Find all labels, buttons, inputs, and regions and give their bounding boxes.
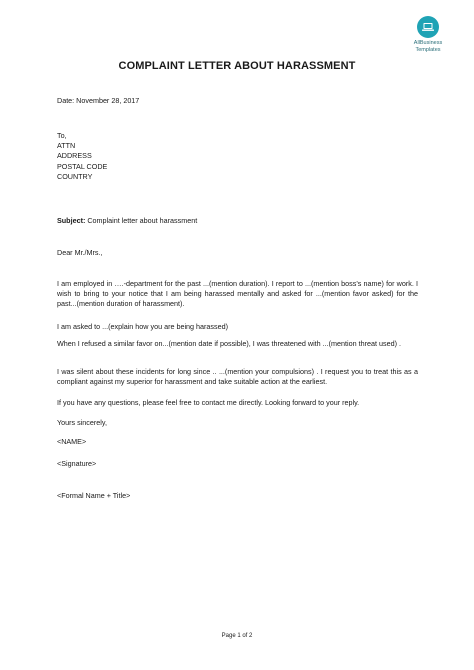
recipient-attn: ATTN	[57, 141, 76, 150]
document-title: COMPLAINT LETTER ABOUT HARASSMENT	[118, 60, 356, 72]
paragraph-threat: When I refused a similar favor on...(mention date if possible), I was threatened with ...(mention threat used) .	[57, 339, 401, 348]
paragraph-asked: I am asked to ...(explain how you are being harassed)	[57, 322, 228, 331]
recipient-to: To,	[57, 131, 67, 140]
logo-text	[406, 40, 450, 53]
paragraph-employment: I am employed in ….-department for the past ...(mention duration). I report to ...(mention boss’s name) for work. I wish to bring to your notice that I am being harassed mentally and asked for ...(mention favor asked) for the past...(mention duration of harassment).	[57, 279, 418, 309]
logo-line-2: Templates	[415, 46, 441, 53]
subject-line	[57, 216, 197, 226]
recipient-postal-code: POSTAL CODE	[57, 162, 108, 171]
logo-line-1: AllBusiness	[413, 40, 443, 46]
laptop-icon	[417, 16, 439, 38]
letter-date: Date: November 28, 2017	[57, 96, 140, 105]
subject-label: Subject:	[57, 216, 86, 225]
signature: <Signature>	[57, 459, 97, 468]
salutation: Dear Mr./Mrs.,	[57, 248, 103, 257]
paragraph-request: I was silent about these incidents for long since .. ...(mention your compulsions) . I request you to treat this as a compliant against my superior for harassment and take suitable action at the earliest.	[57, 367, 418, 387]
page-number: Page 1 of 2	[221, 633, 253, 639]
recipient-country: COUNTRY	[57, 172, 93, 181]
sender-name: <NAME>	[57, 437, 87, 446]
allbusiness-logo[interactable]	[406, 16, 450, 53]
recipient-address: ADDRESS	[57, 151, 92, 160]
formal-name-title: <Formal Name + Title>	[57, 491, 131, 500]
paragraph-contact: If you have any questions, please feel free to contact me directly. Looking forward to your reply.	[57, 398, 360, 407]
closing: Yours sincerely,	[57, 418, 107, 427]
subject-text: Complaint letter about harassment	[85, 216, 198, 225]
